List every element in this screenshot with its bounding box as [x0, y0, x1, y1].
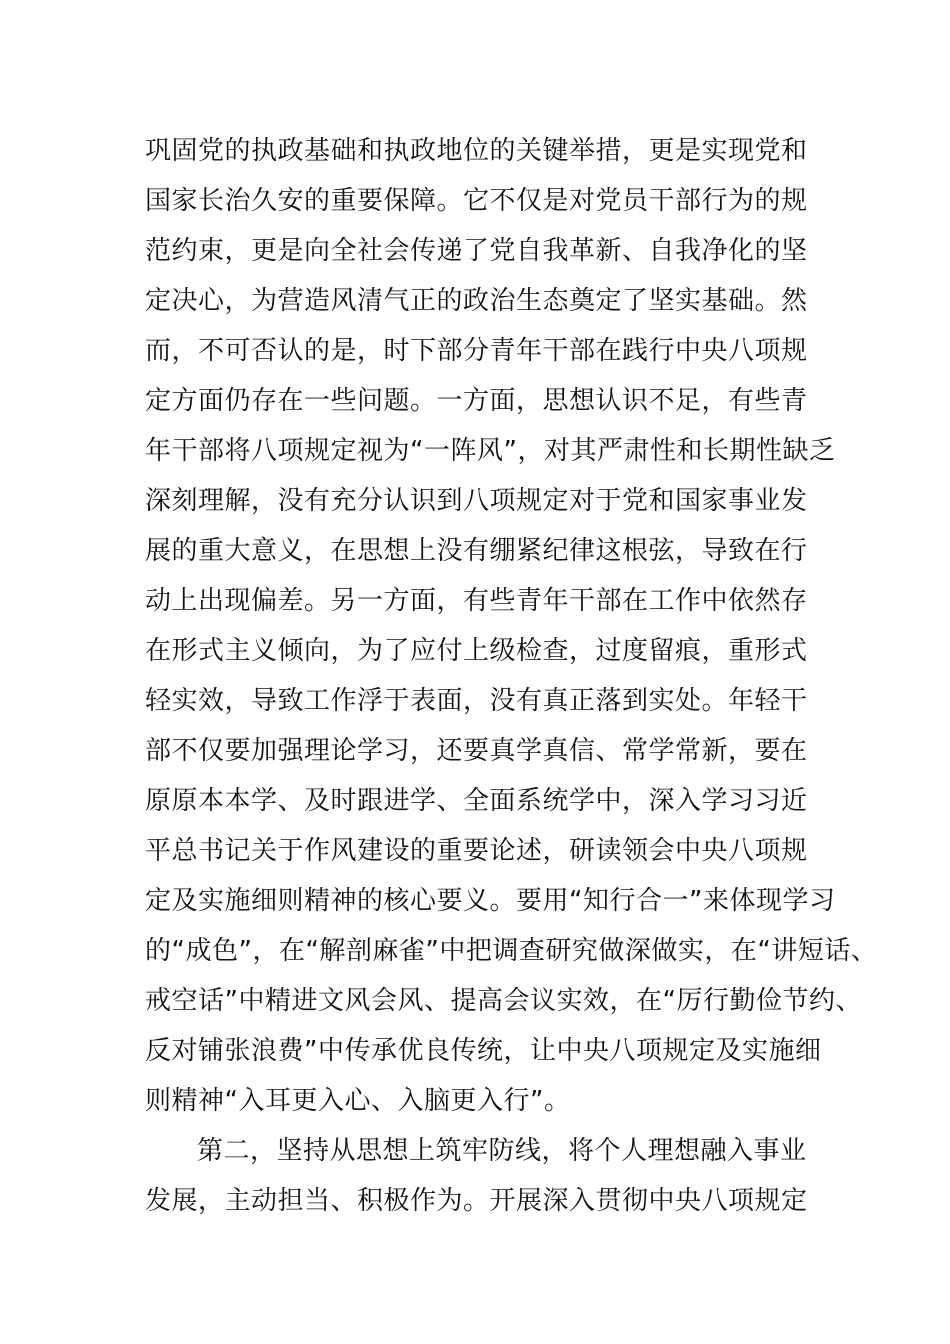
text-line: 平总书记关于作风建设的重要论述，研读领会中央八项规 — [145, 836, 808, 866]
text-line: 深刻理解，没有充分认识到八项规定对于党和国家事业发 — [145, 486, 808, 516]
text-line: 的“成色”，在“解剖麻雀”中把调查研究做深做实，在“讲短话、 — [145, 936, 878, 966]
text-line: 原原本本学、及时跟进学、全面系统学中，深入学习习近 — [145, 786, 808, 816]
text-line: 定及实施细则精神的核心要义。要用“知行合一”来体现学习 — [145, 886, 836, 916]
text-line: 国家长治久安的重要保障。它不仅是对党员干部行为的规 — [145, 186, 808, 216]
paragraph — [145, 1126, 845, 1226]
text-line: 动上出现偏差。另一方面，有些青年干部在工作中依然存 — [145, 586, 808, 616]
text-line: 定方面仍存在一些问题。一方面，思想认识不足，有些青 — [145, 386, 808, 416]
text-line: 定决心，为营造风清气正的政治生态奠定了坚实基础。然 — [145, 286, 808, 316]
paragraph — [145, 126, 878, 1126]
text-line: 展的重大意义，在思想上没有绷紧纪律这根弦，导致在行 — [145, 536, 808, 566]
text-line: 轻实效，导致工作浮于表面，没有真正落到实处。年轻干 — [145, 686, 808, 716]
text-line: 则精神“入耳更入心、入脑更入行”。 — [145, 1086, 571, 1116]
text-line: 戒空话”中精进文风会风、提高会议实效，在“厉行勤俭节约、 — [145, 986, 862, 1016]
text-line: 第二，坚持从思想上筑牢防线，将个人理想融入事业 — [197, 1136, 807, 1166]
text-line: 而，不可否认的是，时下部分青年干部在践行中央八项规 — [145, 336, 808, 366]
text-line: 年干部将八项规定视为“一阵风”，对其严肃性和长期性缺乏 — [145, 436, 836, 466]
text-line: 在形式主义倾向，为了应付上级检查，过度留痕，重形式 — [145, 636, 808, 666]
document-body — [145, 126, 878, 1226]
text-line: 部不仅要加强理论学习，还要真学真信、常学常新，要在 — [145, 736, 808, 766]
text-line: 发展，主动担当、积极作为。开展深入贯彻中央八项规定 — [145, 1186, 808, 1216]
text-line: 巩固党的执政基础和执政地位的关键举措，更是实现党和 — [145, 136, 808, 166]
text-line: 反对铺张浪费”中传承优良传统，让中央八项规定及实施细 — [145, 1036, 822, 1066]
text-line: 范约束，更是向全社会传递了党自我革新、自我净化的坚 — [145, 236, 808, 266]
